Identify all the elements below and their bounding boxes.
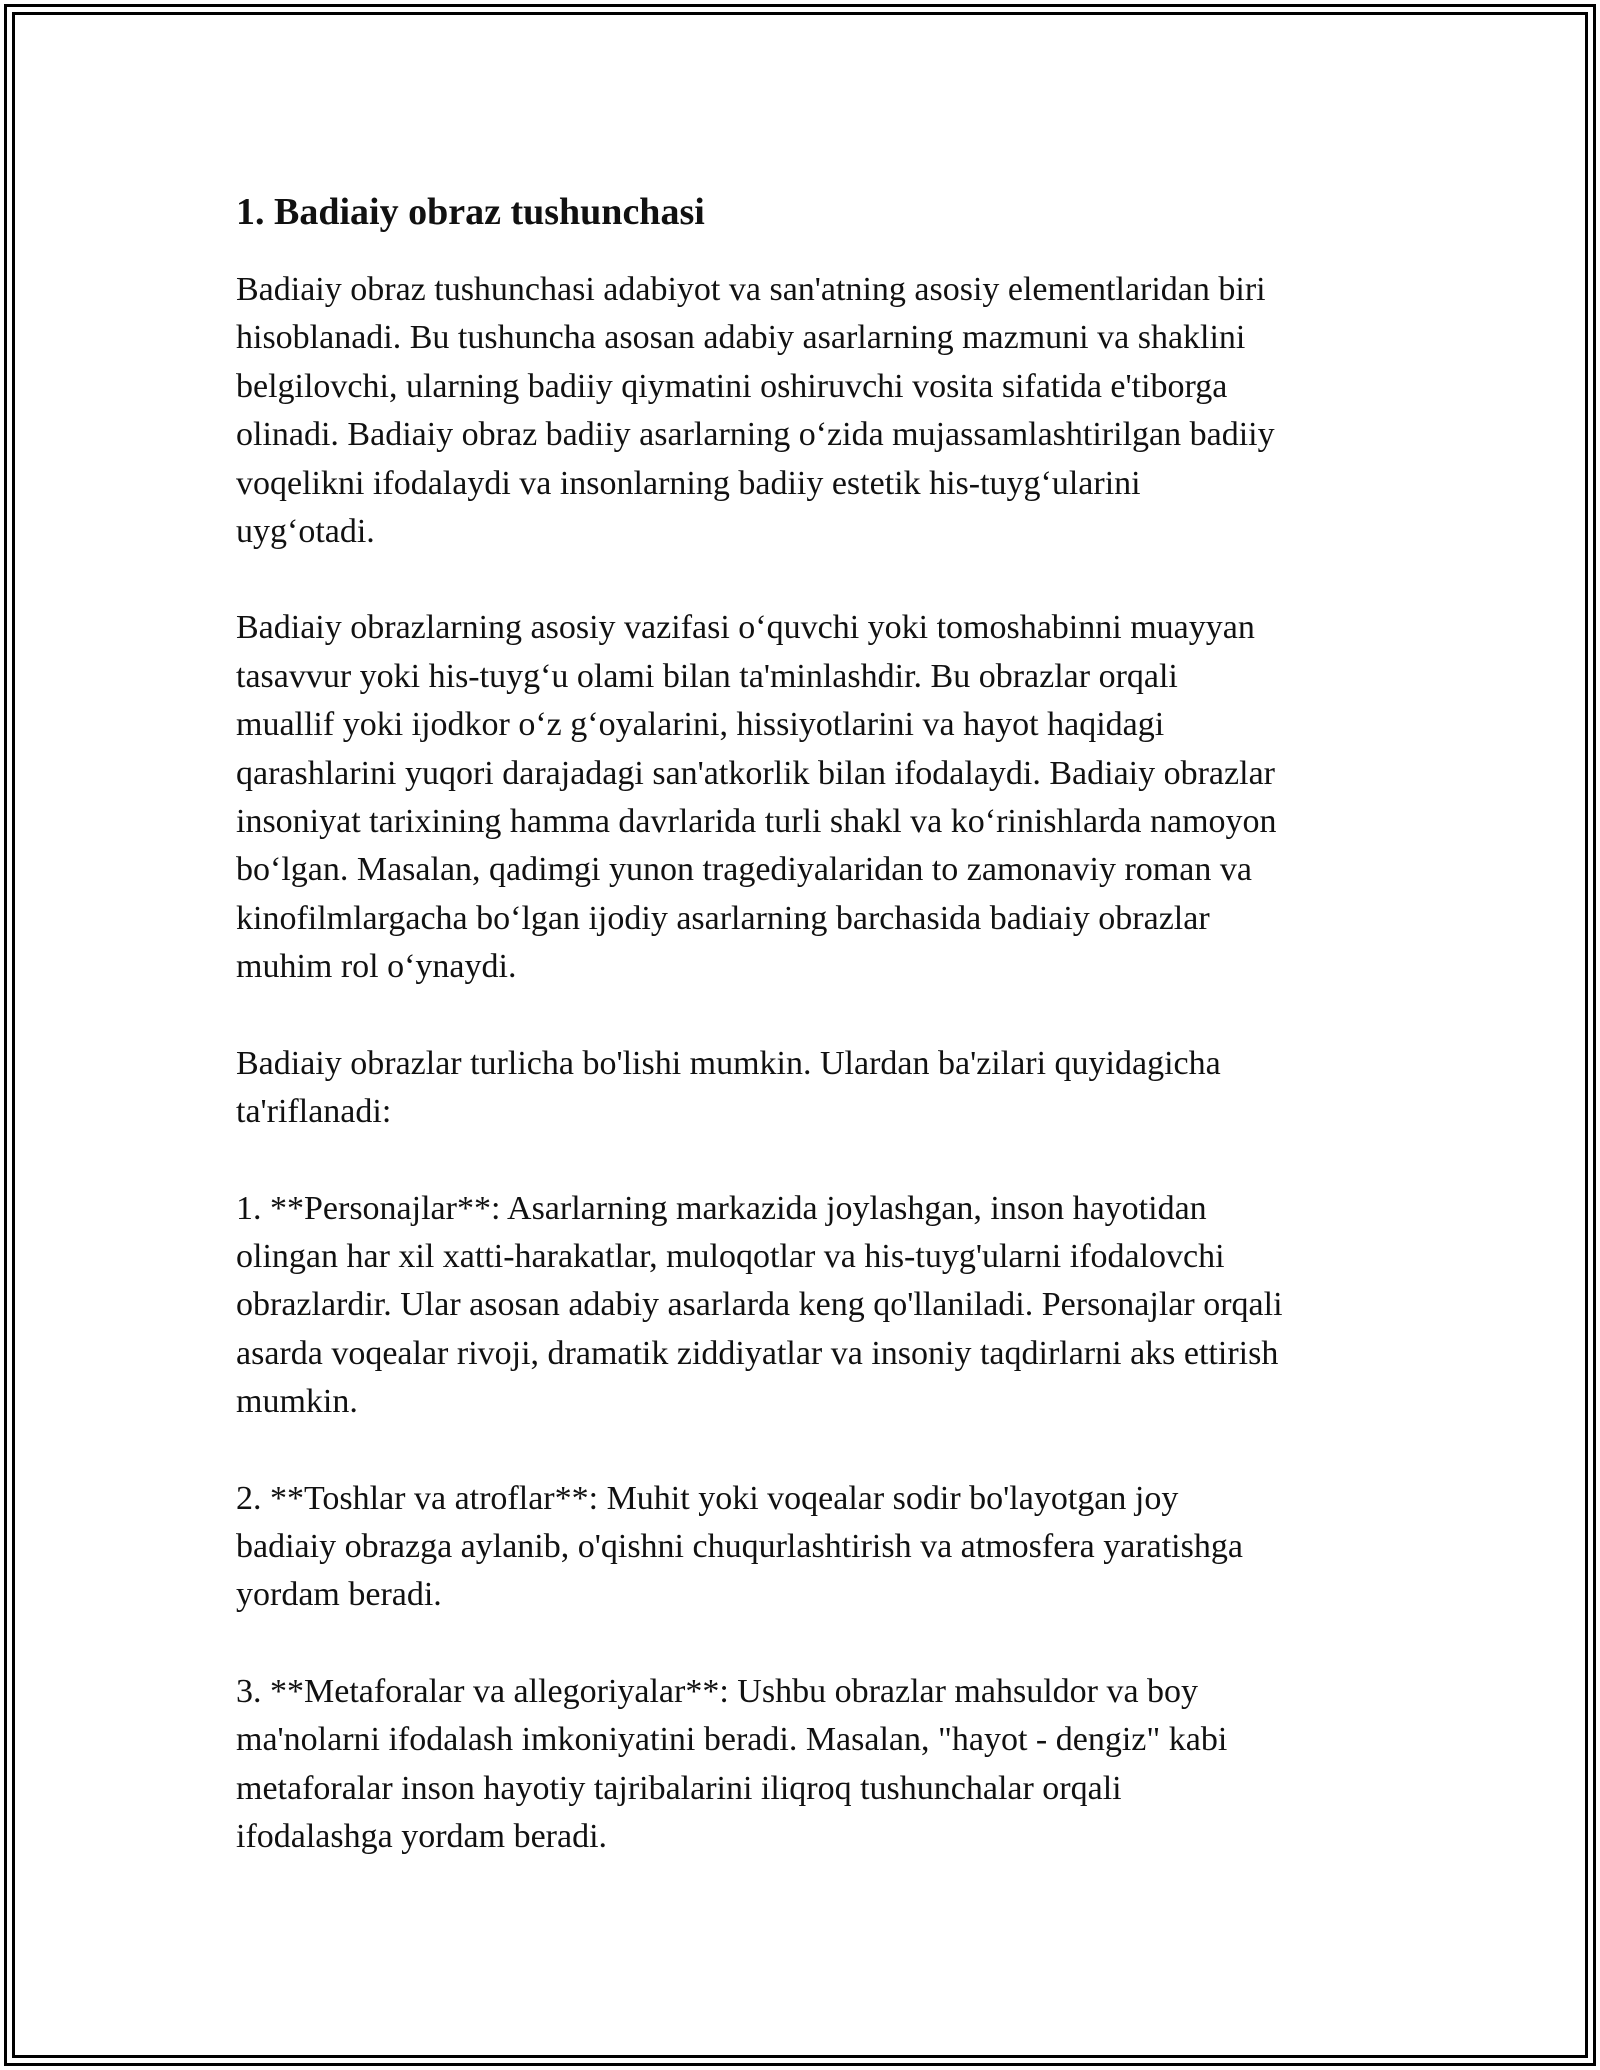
section-heading: 1. Badiaiy obraz tushunchasi	[236, 191, 705, 233]
list-item-metaforalar: 3. **Metaforalar va allegoriyalar**: Ushbu obrazlar mahsuldor va boy ma'nolarni ifodalash imkoniyatini beradi. Masalan, "hayot - dengiz" kabi metaforalar inson hayotiy tajribalarini iliqroq tushunchalar orqali ifodalashga yordam beradi.	[236, 1672, 1228, 1855]
paragraph-purpose: Badiaiy obrazlarning asosiy vazifasi o‘quvchi yoki tomoshabinni muayyan tasavvur yoki his-tuyg‘u olami bilan ta'minlashdir. Bu obrazlar orqali muallif yoki ijodkor o‘z g‘oyalarini, hissiyotlarini va hayot haqidagi qarashlarini yuqori darajadagi san'atkorlik bilan ifodalaydi. Badiaiy obrazlar insoniyat tarixining hamma davrlarida turli shakl va ko‘rinishlarda namoyon bo‘lgan. Masalan, qadimgi yunon tragediyalaridan to zamonaviy roman va kinofilmlargacha bo‘lgan ijodiy asarlarning barchasida badiaiy obrazlar muhim rol o‘ynaydi.	[236, 609, 1277, 986]
paragraph-types-intro: Badiaiy obrazlar turlicha bo'lishi mumkin. Ulardan ba'zilari quyidagicha ta'riflanadi:	[236, 1044, 1221, 1131]
list-item-personajlar: 1. **Personajlar**: Asarlarning markazida joylashgan, inson hayotidan olingan har xil xatti-harakatlar, muloqotlar va his-tuyg'ularni ifodalovchi obrazlardir. Ular asosan adabiy asarlarda keng qo'llaniladi. Personajlar orqali asarda voqealar rivoji, dramatik ziddiyatlar va insoniy taqdirlarni aks ettirish mumkin.	[236, 1189, 1283, 1421]
document-body	[236, 188, 1376, 1909]
list-item-toshlar: 2. **Toshlar va atroflar**: Muhit yoki voqealar sodir bo'layotgan joy badiaiy obrazga aylanib, o'qishni chuqurlashtirish va atmosfera yaratishga yordam beradi.	[236, 1479, 1243, 1614]
paragraph-intro: Badiaiy obraz tushunchasi adabiyot va san'atning asosiy elementlaridan biri hisoblanadi. Bu tushuncha asosan adabiy asarlarning mazmuni va shaklini belgilovchi, ularning badiiy qiymatini oshiruvchi vosita sifatida e'tiborga olinadi. Badiaiy obraz badiiy asarlarning o‘zida mujassamlashtirilgan badiiy voqelikni ifodalaydi va insonlarning badiiy estetik his-tuyg‘ularini uyg‘otadi.	[236, 271, 1275, 551]
